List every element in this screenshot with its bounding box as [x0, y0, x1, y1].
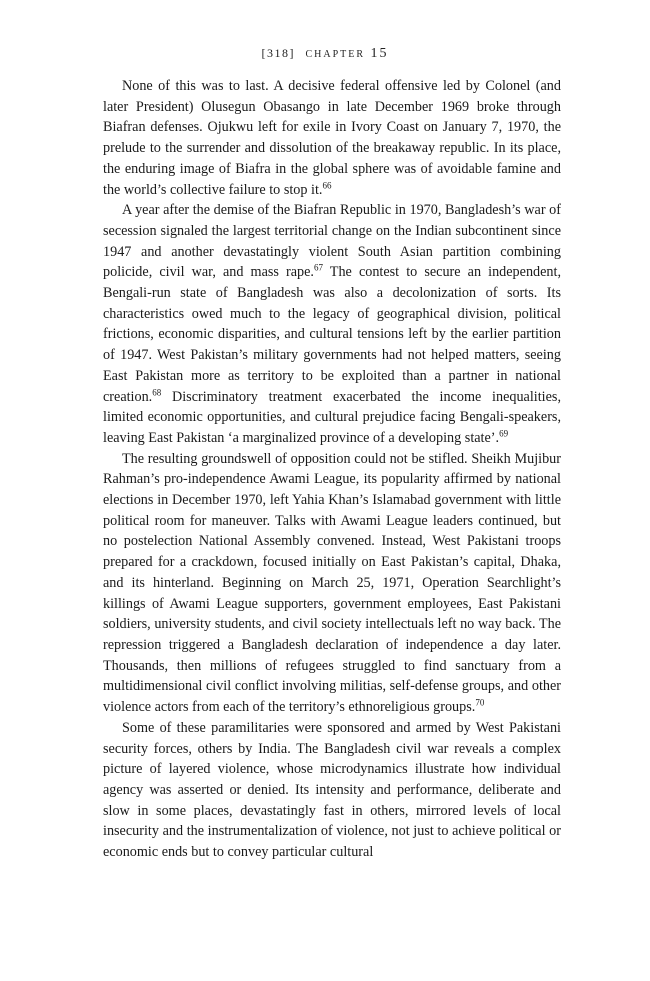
footnote-ref: 69 — [499, 428, 509, 439]
footnote-ref: 68 — [152, 386, 162, 397]
paragraph — [103, 200, 561, 448]
page-number: [318] — [261, 46, 295, 60]
body-text — [103, 76, 561, 863]
footnote-ref: 67 — [313, 262, 323, 273]
paragraph-text: The contest to secure an independent, Bengali-run state of Bangladesh was also a decolonization of sorts. Its characteristics owed much to the legacy of geographical division, political frictions, economic disparities, and cultural tensions left by the earlier partition of 1947. West Pakistan’s military governments had not helped matters, seeing East Pakistan more as territory to be exploited than a partner in national creation. — [103, 264, 562, 405]
paragraph-text: A year after the demise of the Biafran Republic in 1970, Bangladesh’s war of secession signaled the largest territorial change on the Indian subcontinent since 1947 and another devastatingly violent South Asian partition combining policide, civil war, and mass rape. — [103, 202, 561, 281]
running-header — [0, 46, 650, 62]
paragraph — [103, 76, 561, 200]
paragraph-text: Discriminatory treatment exacerbated the income inequalities, limited economic opportunities, and cultural prejudice facing Bengali-speakers, leaving East Pakistan ‘a marginalized province of a developing state’. — [103, 388, 561, 446]
footnote-ref: 66 — [322, 179, 332, 190]
paragraph-text: The resulting groundswell of opposition could not be stifled. Sheikh Mujibur Rahman’s pro-independence Awami League, its popularity affirmed by national elections in December 1970, left Yahia Khan’s Islamabad government with little political room for maneuver. Talks with Awami League leaders continued, but no postelection National Assembly convened. Instead, West Pakistani troops prepared for a crackdown, focused initially on East Pakistan’s capital, Dhaka, and its hinterland. Beginning on March 25, 1971, Operation Searchlight’s killings of Awami League supporters, government employees, East Pakistani soldiers, university students, and civil society intellectuals left no way back. The repression triggered a Bangladesh declaration of independence a day later. Thousands, then millions of refugees struggled to find sanctuary from a multidimensional civil conflict involving militias, self-defense groups, and other violence actors from each of the territory’s ethnoreligious groups. — [103, 450, 561, 716]
paragraph-text: Some of these paramilitaries were sponsored and armed by West Pakistani security forces, others by India. The Bangladesh civil war reveals a complex picture of layered violence, whose microdynamics illustrate how individual agency was asserted or denied. Its intensity and performance, deliberate and slow in some places, devastatingly fast in others, mirrored levels of local insecurity and the instrumentalization of violence, not just to achieve political or economic ends but to convey particular cultural — [103, 719, 561, 861]
paragraph-text: None of this was to last. A decisive federal offensive led by Colonel (and later President) Olusegun Obasango in late December 1969 broke through Biafran defenses. Ojukwu left for exile in Ivory Coast on January 7, 1970, the prelude to the surrender and dissolution of the breakaway republic. In its place, the enduring image of Biafra in the global sphere was of avoidable famine and the world’s collective failure to stop it. — [103, 78, 561, 198]
paragraph — [103, 449, 561, 718]
chapter-label: chapter 15 — [305, 46, 389, 61]
footnote-ref: 70 — [475, 697, 485, 708]
paragraph — [103, 718, 561, 863]
